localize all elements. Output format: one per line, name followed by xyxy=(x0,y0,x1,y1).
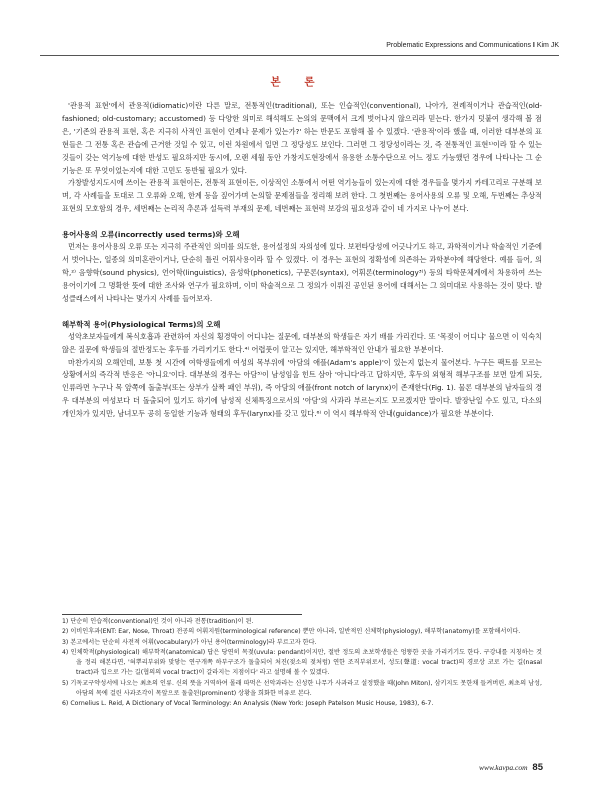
page-footer xyxy=(479,762,543,773)
footnote-1: 1) 단순히 인습적(conventional)인 것이 아니라 전통(tradition)이 된. xyxy=(62,618,254,625)
main-body xyxy=(62,100,542,421)
header-left: Problematic Expressions and Communications xyxy=(386,42,531,49)
footer-site: www.kavpa.com xyxy=(478,763,528,772)
intro-paragraph-1: '관용적 표현'에서 관용적(idiomatic)이란 다른 말로, 전통적인(traditional), 또는 인습적인(conventional), 나아가, 전례적이거나 관습적인(old-fashioned; old-customary; accustomed) 등 다양한 의미로 해석해도 논의의 문맥에서 크게 벗어나지 않으리라 믿는다. 한가지 덧붙여 생각해 볼 점은, '기존의 관용적 표현, 혹은 지극히 사적인 표현이 언제나 문제가 있는가?' 하는 반문도 포함해 볼 수 있겠다. '관용적'이라 했을 때, 이러한 대부분의 표현들은 그 전통 혹은 관습에 근거한 것일 수 있고, 이런 차원에서 일면 그 정당성도 보인다. 그러면 그 정당성이라는 것, 즉 전통적인 표현¹⁾이라 할 수 있는 것들이 갖는 역기능에 대한 반성도 필요하지만 동시에, 오랜 세월 동안 가창지도현장에서 유용한 소통수단으로 어느 정도 가능했던 경우에 나타나는 그 순기능은 또 무엇이었는지에 대한 고민도 동반될 필요가 있다. xyxy=(62,101,542,175)
footnote-3: 3) 본고에서는 단순히 사전적 어휘(vocabulary)가 아닌 용어(terminology)라 부르고자 한다. xyxy=(62,638,317,646)
header-separator: I xyxy=(532,42,535,49)
header-author: Kim JK xyxy=(536,42,559,49)
subsection-heading-terms: 용어사용의 오류(incorrectly used terms)와 오해 xyxy=(62,230,240,240)
running-header xyxy=(40,42,559,49)
footnote-5: 5) 기독교구약성서에 나오는 최초의 인류. 신의 뜻을 거역하여 몰래 따먹은 선악과라는 신성한 나무가 사과라고 설정했을 때(John Miton), 삼키지도 못한채 들켜버린, 최초의 남성, 아담의 목에 걸린 사과조각이 목앞으로 돌출된(prominent) 상황을 희화한 비유로 본다. xyxy=(62,679,542,698)
physiological-paragraph-2: 마찬가지의 오해인데, 보통 첫 시간에 여학생들에게 여성의 목부위에 '아담의 애플(Adam's apple)'이 있는지 없는지 물어본다. 누구든 팩트를 모르는 상황에서의 즉각적 반응은 '아니요'이다. 대부분의 경우는 아담⁵⁾이 남성임을 힌트 삼아 '아니다'라고 답하지만, 후두의 외형적 해부구조를 보면 알게 되듯, 인류라면 누구나 목 앞쪽에 돌출부(또는 상부가 살짝 패인 부위), 즉 아담의 애플(front notch of larynx)이 존재한다(Fig. 1). 물론 대부분의 남자들의 경우 대부분의 여성보다 더 돌출되어 있기도 하기에 남성적 신체특징으로서의 '아담'의 사과라 부르는지도 모르겠지만 말이다. 발장난일 수도 있고, 다소의 개인차가 있지만, 남녀모두 공히 동일한 기능과 형태의 후두(larynx)를 갖고 있다.⁶⁾ 이 역시 해부학적 안내(guidance)가 필요한 부분이다. xyxy=(62,357,542,419)
footnote-rule xyxy=(62,614,302,615)
header-rule xyxy=(40,55,559,56)
subsection-heading-physiological: 해부학적 용어(Physiological Terms)의 오해 xyxy=(62,319,221,329)
page-number: 85 xyxy=(532,762,543,773)
footnotes xyxy=(62,614,542,710)
physiological-paragraph-1: 성악초보자들에게 복식호흡과 관련하여 자신의 횡경막이 어디냐는 질문에, 대부분의 학생들은 자기 배를 가리킨다. 또 '목젖이 어디냐' 물으면 이 익숙치 않은 질문에 학생들의 절반정도는 후두를 가리키기도 한다.⁴⁾ 어렵풋이 알고는 있지만, 해부학적인 안내가 필요한 부분이다. xyxy=(62,331,542,354)
intro-paragraph-2: 가창발성지도시에 쓰이는 관용적 표현이든, 전통적 표현이든, 이상적인 소통에서 어떤 역기능들이 있는지에 대한 경우들을 몇가지 카테고리로 구분해 보며, 각 사례들을 토대로 그 오류와 오해, 한계 등을 짚어가며 논의할 문제점들을 정리해 보려 한다. 그 첫번째는 용어사용의 오류 및 오해, 두번째는 추상적 표현의 모호함의 경우, 세번째는 논리적 추론과 설득력 부재의 문제, 네번째는 표현력 보강의 필요성과 같이 네 가지로 나누어 본다. xyxy=(62,178,542,214)
terms-paragraph: 먼저는 용어사용의 오류 또는 지극히 주관적인 의미를 의도한, 용어설정의 자의성에 있다. 보편타당성에 어긋나기도 하고, 과학적이거나 학술적인 기준에서 벗어나는, 일종의 의미혼란이거나, 단순히 틀린 어휘사용이라 할 수 있겠다. 이 경우는 표현의 정확성에 의존하는 과학분야에 해당한다. 예를 들어, 의학,²⁾ 음향학(sound physics), 언어학(linguistics), 음성학(phonetics), 구문론(syntax), 어휘론(terminology³⁾) 등의 타학문체계에서 차용하여 쓰는 용어이기에 그 명확한 뜻에 대한 조사와 연구가 필요하며, 이미 학술적으로 그 정의가 이뤄진 공인된 용어에 대해서는 그 의미대로 사용하는 것이 맞다. 발성클래스에서 나타나는 몇가지 사례를 들어보자. xyxy=(62,242,542,303)
footnote-2: 2) 이비인후과(ENT: Ear, Nose, Throat) 전공의 어휘지원(terminological reference) 뿐만 아니라, 일반적인 신체학(physiology), 해부학(anatomy)를 포함해서이다. xyxy=(62,628,521,636)
footnote-6: 6) Cornelius L. Reid, A Dictionary of Vocal Terminology: An Analysis (New York: Joseph Patelson Music House, 1983), 6-7. xyxy=(62,700,434,708)
section-title: 본 론 xyxy=(270,76,325,88)
footnote-4: 4) 인체학적(physiological) 해부학적(anatomical) 답은 당연히 목젖(uvula: pendant)이지만, 절반 정도의 초보학생들은 엉뚱한 곳을 가리키기도 한다. 구강내를 지칭하는 것을 정리 해본다면, '혀뿌리부위와 맞닿는 연구개쪽 하부구조가 돌출되어 처진(젖소의 젖처럼) 연한 조직부위로서, 성도(聲道: vocal tract)의 경로상 코로 가는 길(nasal tract)과 입으로 가는 길(협의의 vocal tract)이 갈라지는 지점이다' 라고 설명해 볼 수 있겠다. xyxy=(62,648,542,677)
